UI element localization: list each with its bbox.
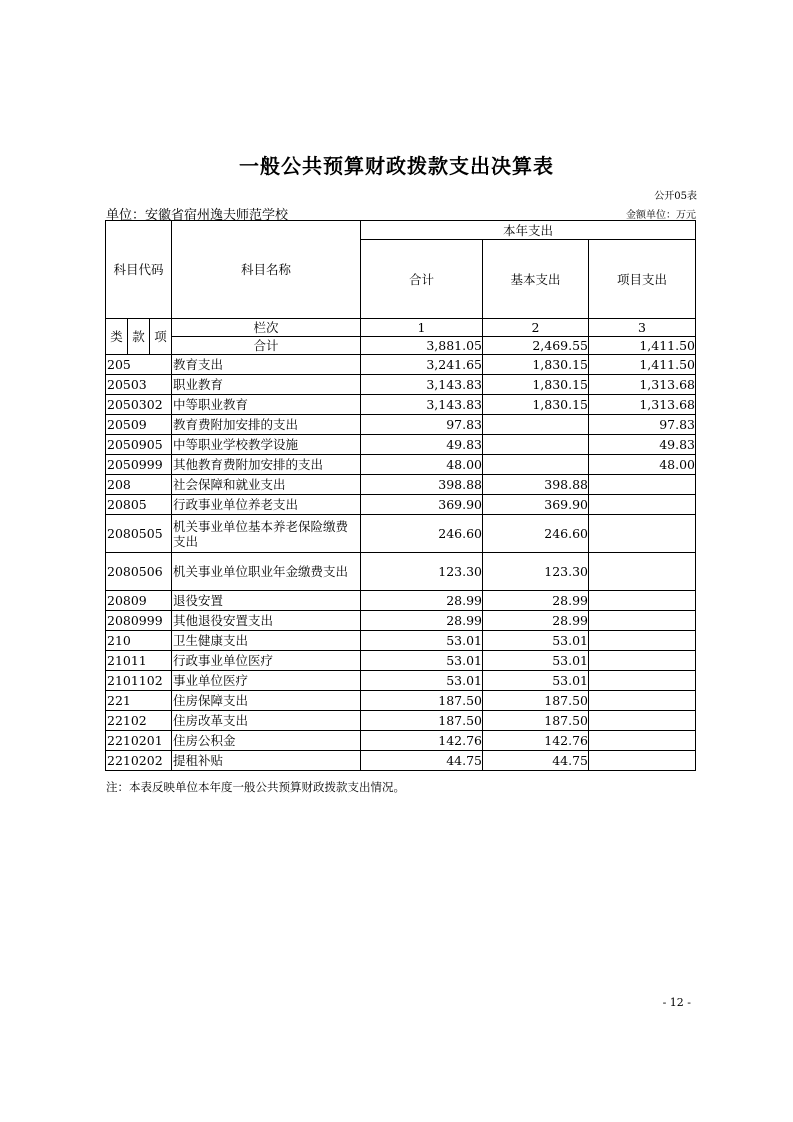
row-total: 398.88 xyxy=(361,475,483,495)
header-name: 科目名称 xyxy=(172,221,361,319)
header-kuan: 款 xyxy=(128,319,150,355)
row-total: 246.60 xyxy=(361,515,483,553)
col-num-3: 3 xyxy=(589,319,696,337)
table-row xyxy=(106,495,696,515)
row-project xyxy=(589,691,696,711)
row-basic: 1,830.15 xyxy=(483,355,589,375)
row-total: 28.99 xyxy=(361,591,483,611)
table-row xyxy=(106,671,696,691)
row-basic xyxy=(483,455,589,475)
row-total: 28.99 xyxy=(361,611,483,631)
row-code: 2050999 xyxy=(106,455,172,475)
row-project xyxy=(589,631,696,651)
row-total: 3,143.83 xyxy=(361,375,483,395)
row-total: 53.01 xyxy=(361,671,483,691)
row-code: 20805 xyxy=(106,495,172,515)
header-total: 合计 xyxy=(361,240,483,319)
row-code: 2080505 xyxy=(106,515,172,553)
row-project xyxy=(589,475,696,495)
row-basic: 53.01 xyxy=(483,651,589,671)
row-total: 3,241.65 xyxy=(361,355,483,375)
header-basic: 基本支出 xyxy=(483,240,589,319)
row-total: 187.50 xyxy=(361,691,483,711)
table-row xyxy=(106,375,696,395)
row-code: 2210202 xyxy=(106,751,172,771)
row-total: 49.83 xyxy=(361,435,483,455)
row-name: 中等职业学校教学设施 xyxy=(172,435,361,455)
row-total: 123.30 xyxy=(361,553,483,591)
row-basic xyxy=(483,435,589,455)
form-number: 公开05表 xyxy=(654,191,697,202)
row-basic: 1,830.15 xyxy=(483,375,589,395)
table-row xyxy=(106,415,696,435)
row-total: 3,143.83 xyxy=(361,395,483,415)
row-code: 2080506 xyxy=(106,553,172,591)
table-row xyxy=(106,475,696,495)
row-project: 1,313.68 xyxy=(589,375,696,395)
table-row xyxy=(106,435,696,455)
row-code: 2080999 xyxy=(106,611,172,631)
table-row xyxy=(106,631,696,651)
row-basic: 369.90 xyxy=(483,495,589,515)
row-basic: 53.01 xyxy=(483,631,589,651)
row-project: 49.83 xyxy=(589,435,696,455)
row-code: 20809 xyxy=(106,591,172,611)
row-name: 教育费附加安排的支出 xyxy=(172,415,361,435)
row-project xyxy=(589,671,696,691)
table-row xyxy=(106,691,696,711)
table-row xyxy=(106,455,696,475)
col-num-1: 1 xyxy=(361,319,483,337)
row-basic: 28.99 xyxy=(483,611,589,631)
row-project: 1,411.50 xyxy=(589,355,696,375)
header-lei: 类 xyxy=(106,319,128,355)
row-total: 44.75 xyxy=(361,751,483,771)
page-number: - 12 - xyxy=(662,996,691,1009)
row-basic xyxy=(483,415,589,435)
row-basic: 53.01 xyxy=(483,671,589,691)
header-code: 科目代码 xyxy=(106,221,172,319)
row-total: 53.01 xyxy=(361,651,483,671)
total-row-label: 合计 xyxy=(172,337,361,355)
row-code: 205 xyxy=(106,355,172,375)
row-project xyxy=(589,611,696,631)
row-name: 提租补贴 xyxy=(172,751,361,771)
row-code: 208 xyxy=(106,475,172,495)
row-basic: 28.99 xyxy=(483,591,589,611)
row-basic: 142.76 xyxy=(483,731,589,751)
row-code: 2050302 xyxy=(106,395,172,415)
row-code: 22102 xyxy=(106,711,172,731)
row-basic: 398.88 xyxy=(483,475,589,495)
row-basic: 187.50 xyxy=(483,711,589,731)
table-row xyxy=(106,651,696,671)
money-unit-label: 金额单位：万元 xyxy=(626,210,696,221)
row-project xyxy=(589,515,696,553)
row-project xyxy=(589,651,696,671)
total-row-project: 1,411.50 xyxy=(589,337,696,355)
table-note: 注：本表反映单位本年度一般公共预算财政拨款支出情况。 xyxy=(106,780,405,794)
row-name: 卫生健康支出 xyxy=(172,631,361,651)
row-code: 20503 xyxy=(106,375,172,395)
row-name: 行政事业单位医疗 xyxy=(172,651,361,671)
header-project: 项目支出 xyxy=(589,240,696,319)
row-total: 187.50 xyxy=(361,711,483,731)
row-code: 210 xyxy=(106,631,172,651)
row-name: 职业教育 xyxy=(172,375,361,395)
row-project: 1,313.68 xyxy=(589,395,696,415)
page-title: 一般公共预算财政拨款支出决算表 xyxy=(239,154,554,178)
row-project xyxy=(589,591,696,611)
table-row xyxy=(106,711,696,731)
row-code: 21011 xyxy=(106,651,172,671)
row-code: 2050905 xyxy=(106,435,172,455)
row-name: 中等职业教育 xyxy=(172,395,361,415)
row-name: 教育支出 xyxy=(172,355,361,375)
table-row xyxy=(106,355,696,375)
budget-table xyxy=(105,220,696,771)
row-basic: 44.75 xyxy=(483,751,589,771)
row-name: 住房保障支出 xyxy=(172,691,361,711)
row-basic: 187.50 xyxy=(483,691,589,711)
row-name: 住房改革支出 xyxy=(172,711,361,731)
table-row xyxy=(106,591,696,611)
total-row-total: 3,881.05 xyxy=(361,337,483,355)
row-code: 2210201 xyxy=(106,731,172,751)
row-project: 48.00 xyxy=(589,455,696,475)
row-basic: 246.60 xyxy=(483,515,589,553)
row-name: 社会保障和就业支出 xyxy=(172,475,361,495)
table-row xyxy=(106,611,696,631)
row-project xyxy=(589,553,696,591)
unit-label: 单位：安徽省宿州逸夫师范学校 xyxy=(106,208,289,223)
row-name: 住房公积金 xyxy=(172,731,361,751)
row-project xyxy=(589,711,696,731)
table-row xyxy=(106,553,696,591)
header-lanci: 栏次 xyxy=(172,319,361,337)
row-name: 其他教育费附加安排的支出 xyxy=(172,455,361,475)
row-project xyxy=(589,731,696,751)
row-name: 其他退役安置支出 xyxy=(172,611,361,631)
row-name: 行政事业单位养老支出 xyxy=(172,495,361,515)
row-project xyxy=(589,495,696,515)
row-name: 机关事业单位基本养老保险缴费支出 xyxy=(172,515,361,553)
row-total: 97.83 xyxy=(361,415,483,435)
total-row-basic: 2,469.55 xyxy=(483,337,589,355)
row-basic: 1,830.15 xyxy=(483,395,589,415)
table-row xyxy=(106,731,696,751)
col-num-2: 2 xyxy=(483,319,589,337)
table-row xyxy=(106,515,696,553)
row-code: 20509 xyxy=(106,415,172,435)
row-total: 369.90 xyxy=(361,495,483,515)
table-row xyxy=(106,395,696,415)
table-row xyxy=(106,751,696,771)
row-name: 退役安置 xyxy=(172,591,361,611)
row-total: 48.00 xyxy=(361,455,483,475)
row-total: 53.01 xyxy=(361,631,483,651)
row-name: 机关事业单位职业年金缴费支出 xyxy=(172,553,361,591)
row-project: 97.83 xyxy=(589,415,696,435)
row-code: 2101102 xyxy=(106,671,172,691)
header-group: 本年支出 xyxy=(361,221,696,240)
row-basic: 123.30 xyxy=(483,553,589,591)
row-total: 142.76 xyxy=(361,731,483,751)
row-name: 事业单位医疗 xyxy=(172,671,361,691)
row-project xyxy=(589,751,696,771)
row-code: 221 xyxy=(106,691,172,711)
header-xiang: 项 xyxy=(150,319,172,355)
